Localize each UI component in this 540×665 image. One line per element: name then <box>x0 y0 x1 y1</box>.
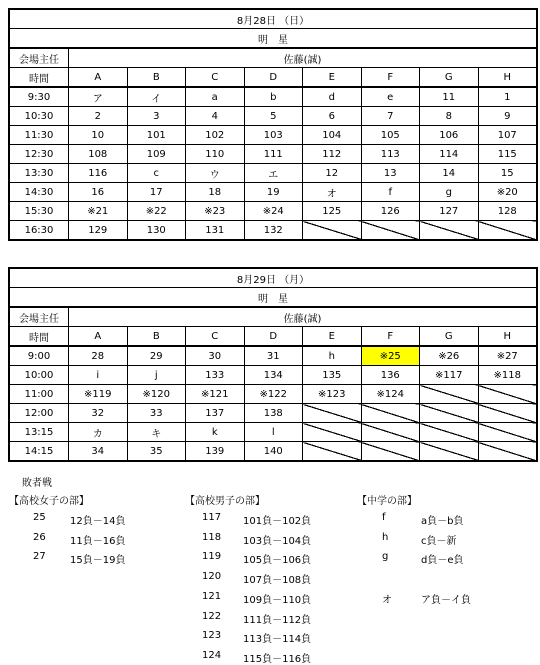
loser-match-number: 26 <box>33 531 46 543</box>
time-cell: 12:30 <box>10 145 69 164</box>
table-row <box>10 164 537 183</box>
match-cell: a <box>186 87 245 107</box>
match-cell: 11 <box>420 87 479 107</box>
match-cell: ※21 <box>69 202 128 221</box>
loser-match-pairing: 103負－104負 <box>243 535 312 547</box>
venue-name: 明 星 <box>10 288 537 308</box>
match-cell: 116 <box>69 164 128 183</box>
match-cell: 9 <box>478 107 537 126</box>
match-cell: 19 <box>244 183 303 202</box>
match-cell: 134 <box>244 366 303 385</box>
court-header: C <box>186 68 245 88</box>
match-cell: 29 <box>127 346 186 366</box>
match-cell: カ <box>69 423 128 442</box>
court-header: F <box>361 327 420 347</box>
match-cell: 115 <box>478 145 537 164</box>
match-cell: 130 <box>127 221 186 240</box>
time-cell: 15:30 <box>10 202 69 221</box>
match-cell: 132 <box>244 221 303 240</box>
match-cell: ※122 <box>244 385 303 404</box>
match-cell: 28 <box>69 346 128 366</box>
court-header: B <box>127 68 186 88</box>
match-cell: 101 <box>127 126 186 145</box>
date-header: 8月28日 （日） <box>10 10 537 29</box>
table-row <box>10 145 537 164</box>
match-cell: ※20 <box>478 183 537 202</box>
match-cell: e <box>361 87 420 107</box>
time-cell: 13:30 <box>10 164 69 183</box>
loser-match-pairing: 105負－106負 <box>243 555 312 567</box>
match-cell: ※22 <box>127 202 186 221</box>
time-cell: 14:30 <box>10 183 69 202</box>
match-cell: 3 <box>127 107 186 126</box>
empty-slot-cell <box>420 221 479 240</box>
match-cell: 1 <box>478 87 537 107</box>
table-row <box>10 404 537 423</box>
empty-slot-cell <box>478 404 537 423</box>
match-cell: g <box>420 183 479 202</box>
empty-slot-cell <box>478 221 537 240</box>
time-cell: 9:30 <box>10 87 69 107</box>
court-header: D <box>244 68 303 88</box>
match-cell: k <box>186 423 245 442</box>
match-cell: ※119 <box>69 385 128 404</box>
match-cell: c <box>127 164 186 183</box>
match-cell: 14 <box>420 164 479 183</box>
venue-name: 明 星 <box>10 29 537 49</box>
loser-match-number: 122 <box>202 610 222 622</box>
match-cell: 131 <box>186 221 245 240</box>
match-cell: 31 <box>244 346 303 366</box>
match-cell: ウ <box>186 164 245 183</box>
court-header: H <box>478 68 537 88</box>
match-cell: 114 <box>420 145 479 164</box>
empty-slot-cell <box>478 423 537 442</box>
schedule-table-day1 <box>9 9 537 240</box>
match-cell: 127 <box>420 202 479 221</box>
column-header-row <box>10 68 537 88</box>
match-cell: エ <box>244 164 303 183</box>
chief-name: 佐藤(誠) <box>69 48 537 68</box>
loser-match-number: f <box>382 512 386 523</box>
match-cell: 13 <box>361 164 420 183</box>
match-cell: 107 <box>478 126 537 145</box>
match-cell: 139 <box>186 442 245 461</box>
loser-match-number: 117 <box>202 512 222 523</box>
loser-match-pairing: 15負－19負 <box>70 555 126 567</box>
loser-match-pairing: ア負－イ負 <box>421 594 471 606</box>
loser-match-number: 119 <box>202 551 222 563</box>
schedule-table-day2 <box>9 268 537 461</box>
match-cell: イ <box>127 87 186 107</box>
match-cell: 138 <box>244 404 303 423</box>
court-header: A <box>69 327 128 347</box>
match-cell: 104 <box>303 126 362 145</box>
empty-slot-cell <box>478 385 537 404</box>
match-cell: 33 <box>127 404 186 423</box>
empty-slot-cell <box>303 423 362 442</box>
match-cell: 10 <box>69 126 128 145</box>
table-row <box>10 423 537 442</box>
match-cell: 7 <box>361 107 420 126</box>
date-header: 8月29日 （月） <box>10 269 537 288</box>
court-header: A <box>69 68 128 88</box>
chief-name: 佐藤(誠) <box>69 307 537 327</box>
empty-slot-cell <box>420 404 479 423</box>
table-row <box>10 183 537 202</box>
chief-label: 会場主任 <box>10 307 69 327</box>
match-cell: f <box>361 183 420 202</box>
time-header: 時間 <box>10 68 69 88</box>
time-cell: 12:00 <box>10 404 69 423</box>
match-cell: 128 <box>478 202 537 221</box>
match-cell: 106 <box>420 126 479 145</box>
loser-match-number: h <box>382 531 389 543</box>
time-cell: 14:15 <box>10 442 69 461</box>
match-cell: キ <box>127 423 186 442</box>
time-cell: 11:30 <box>10 126 69 145</box>
table-row <box>10 107 537 126</box>
time-cell: 10:30 <box>10 107 69 126</box>
match-cell: 136 <box>361 366 420 385</box>
match-cell: 129 <box>69 221 128 240</box>
match-cell: 18 <box>186 183 245 202</box>
loser-match-pairing: c負－新 <box>421 535 457 547</box>
loser-match-pairing: a負－b負 <box>421 516 464 527</box>
match-cell: ※121 <box>186 385 245 404</box>
empty-slot-cell <box>361 442 420 461</box>
table-row <box>10 385 537 404</box>
match-cell: 35 <box>127 442 186 461</box>
empty-slot-cell <box>303 221 362 240</box>
table-row <box>10 126 537 145</box>
time-cell: 16:30 <box>10 221 69 240</box>
court-header: E <box>303 327 362 347</box>
match-cell: ※123 <box>303 385 362 404</box>
match-cell: 140 <box>244 442 303 461</box>
match-cell: ア <box>69 87 128 107</box>
loser-match-pairing: 113負－114負 <box>243 634 312 646</box>
empty-slot-cell <box>361 221 420 240</box>
court-header: F <box>361 68 420 88</box>
empty-slot-cell <box>361 423 420 442</box>
boys-heading: 【高校男子の部】 <box>185 496 265 507</box>
court-header: B <box>127 327 186 347</box>
match-cell: 15 <box>478 164 537 183</box>
match-cell: 5 <box>244 107 303 126</box>
loser-match-number: 27 <box>33 551 46 563</box>
time-cell: 11:00 <box>10 385 69 404</box>
match-cell: d <box>303 87 362 107</box>
match-cell: 126 <box>361 202 420 221</box>
match-cell: 125 <box>303 202 362 221</box>
table-row <box>10 202 537 221</box>
loser-match-number: 124 <box>202 649 222 661</box>
match-cell: h <box>303 346 362 366</box>
match-cell: オ <box>303 183 362 202</box>
match-cell: 111 <box>244 145 303 164</box>
match-cell: ※120 <box>127 385 186 404</box>
match-cell: 135 <box>303 366 362 385</box>
match-cell: 30 <box>186 346 245 366</box>
match-cell: 102 <box>186 126 245 145</box>
loser-match-pairing: 115負－116負 <box>243 653 312 665</box>
loser-match-pairing: 111負－112負 <box>243 614 312 626</box>
match-cell: 8 <box>420 107 479 126</box>
loser-match-number: 25 <box>33 512 46 523</box>
match-cell: 103 <box>244 126 303 145</box>
empty-slot-cell <box>478 442 537 461</box>
match-cell: 112 <box>303 145 362 164</box>
match-cell: 133 <box>186 366 245 385</box>
loser-match-pairing: 11負－16負 <box>70 535 126 547</box>
match-cell: 113 <box>361 145 420 164</box>
junior-heading: 【中学の部】 <box>357 496 417 507</box>
match-cell: 16 <box>69 183 128 202</box>
empty-slot-cell <box>303 404 362 423</box>
loser-match-number: 120 <box>202 571 222 583</box>
match-cell: ※23 <box>186 202 245 221</box>
column-header-row <box>10 327 537 347</box>
court-header: D <box>244 327 303 347</box>
match-cell: ※118 <box>478 366 537 385</box>
match-cell: 17 <box>127 183 186 202</box>
match-cell: 34 <box>69 442 128 461</box>
loser-match-pairing: 101負－102負 <box>243 516 312 527</box>
time-cell: 10:00 <box>10 366 69 385</box>
empty-slot-cell <box>303 442 362 461</box>
loser-match-number: オ <box>382 594 392 606</box>
loser-match-number: 118 <box>202 531 222 543</box>
time-header: 時間 <box>10 327 69 347</box>
girls-heading: 【高校女子の部】 <box>9 496 89 507</box>
court-header: H <box>478 327 537 347</box>
loser-match-number: 121 <box>202 590 222 602</box>
match-cell: ※25 <box>361 346 420 366</box>
loser-match-pairing: 107負－108負 <box>243 575 312 587</box>
match-cell: 6 <box>303 107 362 126</box>
time-cell: 9:00 <box>10 346 69 366</box>
chief-label: 会場主任 <box>10 48 69 68</box>
court-header: G <box>420 327 479 347</box>
match-cell: 4 <box>186 107 245 126</box>
match-cell: ※26 <box>420 346 479 366</box>
time-cell: 13:15 <box>10 423 69 442</box>
loser-match-pairing: 109負－110負 <box>243 594 312 606</box>
losers-title: 敗者戦 <box>22 478 52 489</box>
match-cell: 108 <box>69 145 128 164</box>
match-cell: ※124 <box>361 385 420 404</box>
match-cell: b <box>244 87 303 107</box>
court-header: E <box>303 68 362 88</box>
table-row <box>10 221 537 240</box>
match-cell: 105 <box>361 126 420 145</box>
table-row <box>10 366 537 385</box>
loser-match-pairing: d負－e負 <box>421 555 464 567</box>
match-cell: 32 <box>69 404 128 423</box>
match-cell: 137 <box>186 404 245 423</box>
table-row <box>10 346 537 366</box>
loser-match-number: 123 <box>202 630 222 642</box>
match-cell: 109 <box>127 145 186 164</box>
table-row <box>10 442 537 461</box>
match-cell: 110 <box>186 145 245 164</box>
loser-match-pairing: 12負－14負 <box>70 516 126 527</box>
match-cell: j <box>127 366 186 385</box>
court-header: G <box>420 68 479 88</box>
empty-slot-cell <box>361 404 420 423</box>
empty-slot-cell <box>420 442 479 461</box>
match-cell: 2 <box>69 107 128 126</box>
empty-slot-cell <box>420 423 479 442</box>
match-cell: ※27 <box>478 346 537 366</box>
match-cell: ※117 <box>420 366 479 385</box>
court-header: C <box>186 327 245 347</box>
match-cell: ※24 <box>244 202 303 221</box>
match-cell: l <box>244 423 303 442</box>
match-cell: i <box>69 366 128 385</box>
loser-match-number: g <box>382 551 389 563</box>
table-row <box>10 87 537 107</box>
empty-slot-cell <box>420 385 479 404</box>
match-cell: 12 <box>303 164 362 183</box>
